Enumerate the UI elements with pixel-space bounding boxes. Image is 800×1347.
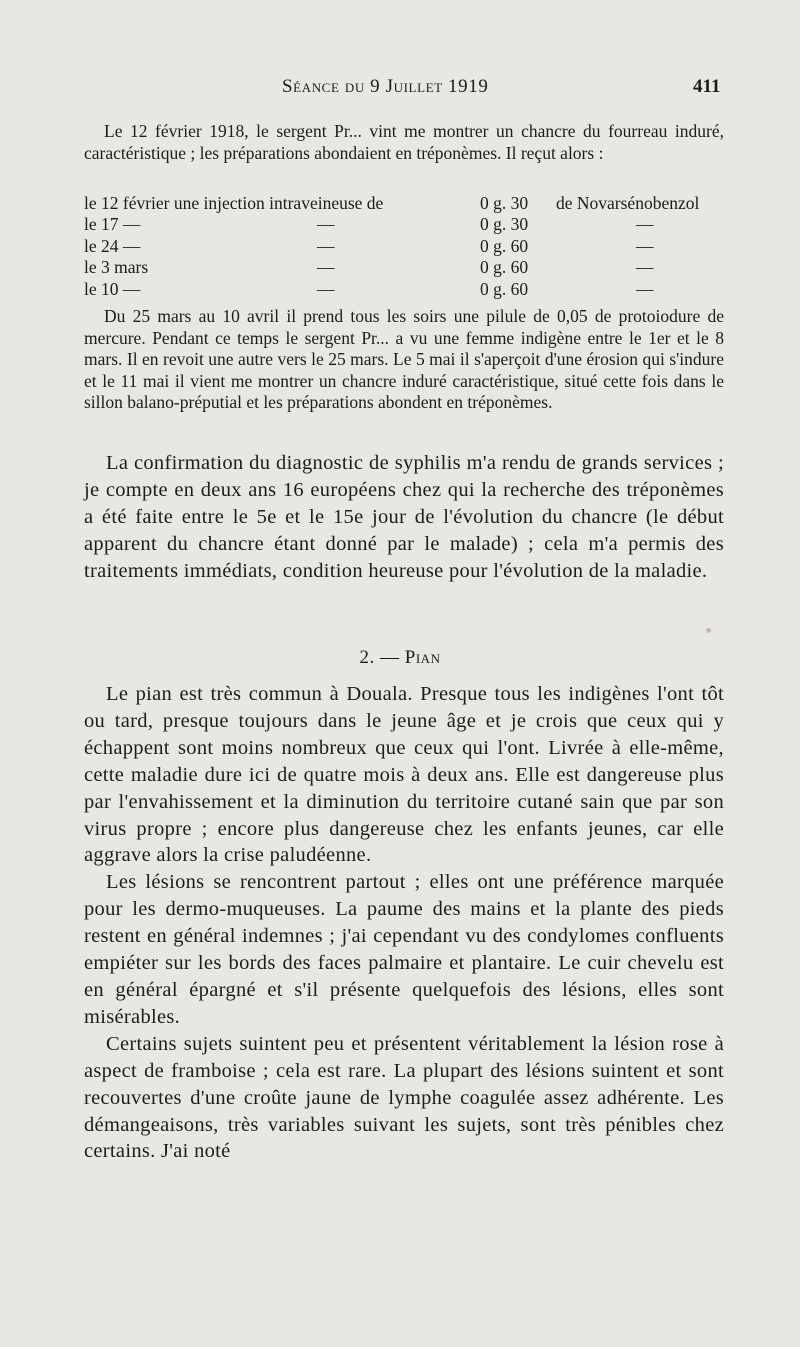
section-number: 2. — <box>359 647 400 668</box>
injection-row <box>84 236 729 257</box>
injection-row <box>84 193 729 214</box>
ditto-mark: — <box>636 235 654 256</box>
injection-date: le 10 — <box>84 278 141 299</box>
injection-dose: 0 g. 30 <box>480 193 529 213</box>
paragraph-4: Le pian est très commun à Douala. Presque tous les indigènes l'ont tôt ou tard, presque toujours dans le jeune âge et je crois que ceux qui y échappent sont moins nombreux que ceux qui l'ont. Livrée à elle-même, cette maladie dure ici de quatre mois à deux ans. Elle est dangereuse plus par l'envahissement et la diminution du territoire cutané sain que par son virus propre ; encore plus dangereuse chez les enfants jeunes, car elle aggrave alors la crise paludéenne. <box>84 683 724 867</box>
ditto-mark: — <box>317 235 335 256</box>
paragraph-6: Certains sujets suintent peu et présentent véritablement la lésion rose à aspect de framboise ; cela est rare. La plupart des lésions suintent et sont recouvertes d'une croûte jaune de lymphe coagulée assez adhérente. Les démangeaisons, très variables suivant les sujets, sont très pénibles chez certains. J'ai noté <box>84 1032 724 1163</box>
injection-drug: de Novarsénobenzol <box>556 193 700 213</box>
paper-speck <box>706 628 711 633</box>
paragraph-2: Du 25 mars au 10 avril il prend tous les soirs une pilule de 0,05 de protoiodure de mercure. Pendant ce temps le sergent Pr... a vu une femme indigène entre le 1er et le 8 mars. Il en revoit une autre vers le 25 mars. Le 5 mai il s'aperçoit d'une érosion qui s'indure et le 11 mai il vient me montrer un chancre induré caractéristique, situé cette fois dans le sillon balano-préputial et les préparations abondent en tréponèmes. <box>84 306 724 413</box>
page-number: 411 <box>693 76 721 97</box>
injection-dose: 0 g. 60 <box>480 278 529 299</box>
injection-row <box>84 214 729 235</box>
ditto-mark: — <box>636 214 654 235</box>
pian-body <box>84 681 724 1165</box>
injection-date: le 3 mars <box>84 257 149 278</box>
ditto-mark: — <box>317 278 335 299</box>
running-title: Séance du 9 Juillet 1919 <box>282 76 489 97</box>
injection-schedule <box>84 193 729 300</box>
paragraph-5: Les lésions se rencontrent partout ; elles ont une préférence marquée pour les dermo-muqueuses. La paume des mains et la plante des pieds restent en général indemnes ; j'ai cependant vu des condylomes confluents empiéter sur les bords des faces palmaire et plantaire. Le cuir chevelu est en général épargné et s'il présente quelquefois des lésions, elles sont misérables. <box>84 871 724 1028</box>
injection-date: le 12 février une injection intraveineuse de <box>84 193 384 213</box>
diagnosis-paragraph <box>84 450 724 585</box>
ditto-mark: — <box>636 278 654 299</box>
paragraph-3: La confirmation du diagnostic de syphilis m'a rendu de grands services ; je compte en deux ans 16 européens chez qui la recherche des tréponèmes a été faite entre le 5e et le 15e jour de l'évolution du chancre (le début apparent du chancre étant donné par le malade) ; cela m'a permis des traitements immédiats, condition heureuse pour l'évolution de la maladie. <box>84 452 724 582</box>
injection-date: le 17 — <box>84 214 141 235</box>
injection-row <box>84 279 729 300</box>
ditto-mark: — <box>317 214 335 235</box>
case-paragraph <box>84 121 724 164</box>
ditto-mark: — <box>317 257 335 278</box>
injection-dose: 0 g. 30 <box>480 214 529 235</box>
ditto-mark: — <box>636 257 654 278</box>
injection-row <box>84 257 729 278</box>
injection-dose: 0 g. 60 <box>480 257 529 278</box>
injection-date: le 24 — <box>84 235 141 256</box>
paragraph-1: Le 12 février 1918, le sergent Pr... vint me montrer un chancre du fourreau induré, caractéristique ; les préparations abondaient en tréponèmes. Il reçut alors : <box>84 121 724 163</box>
injection-dose: 0 g. 60 <box>480 235 529 256</box>
page-header <box>0 76 800 100</box>
section-title: Pian <box>404 647 441 668</box>
section-heading <box>0 647 800 669</box>
treatment-paragraph <box>84 306 724 414</box>
